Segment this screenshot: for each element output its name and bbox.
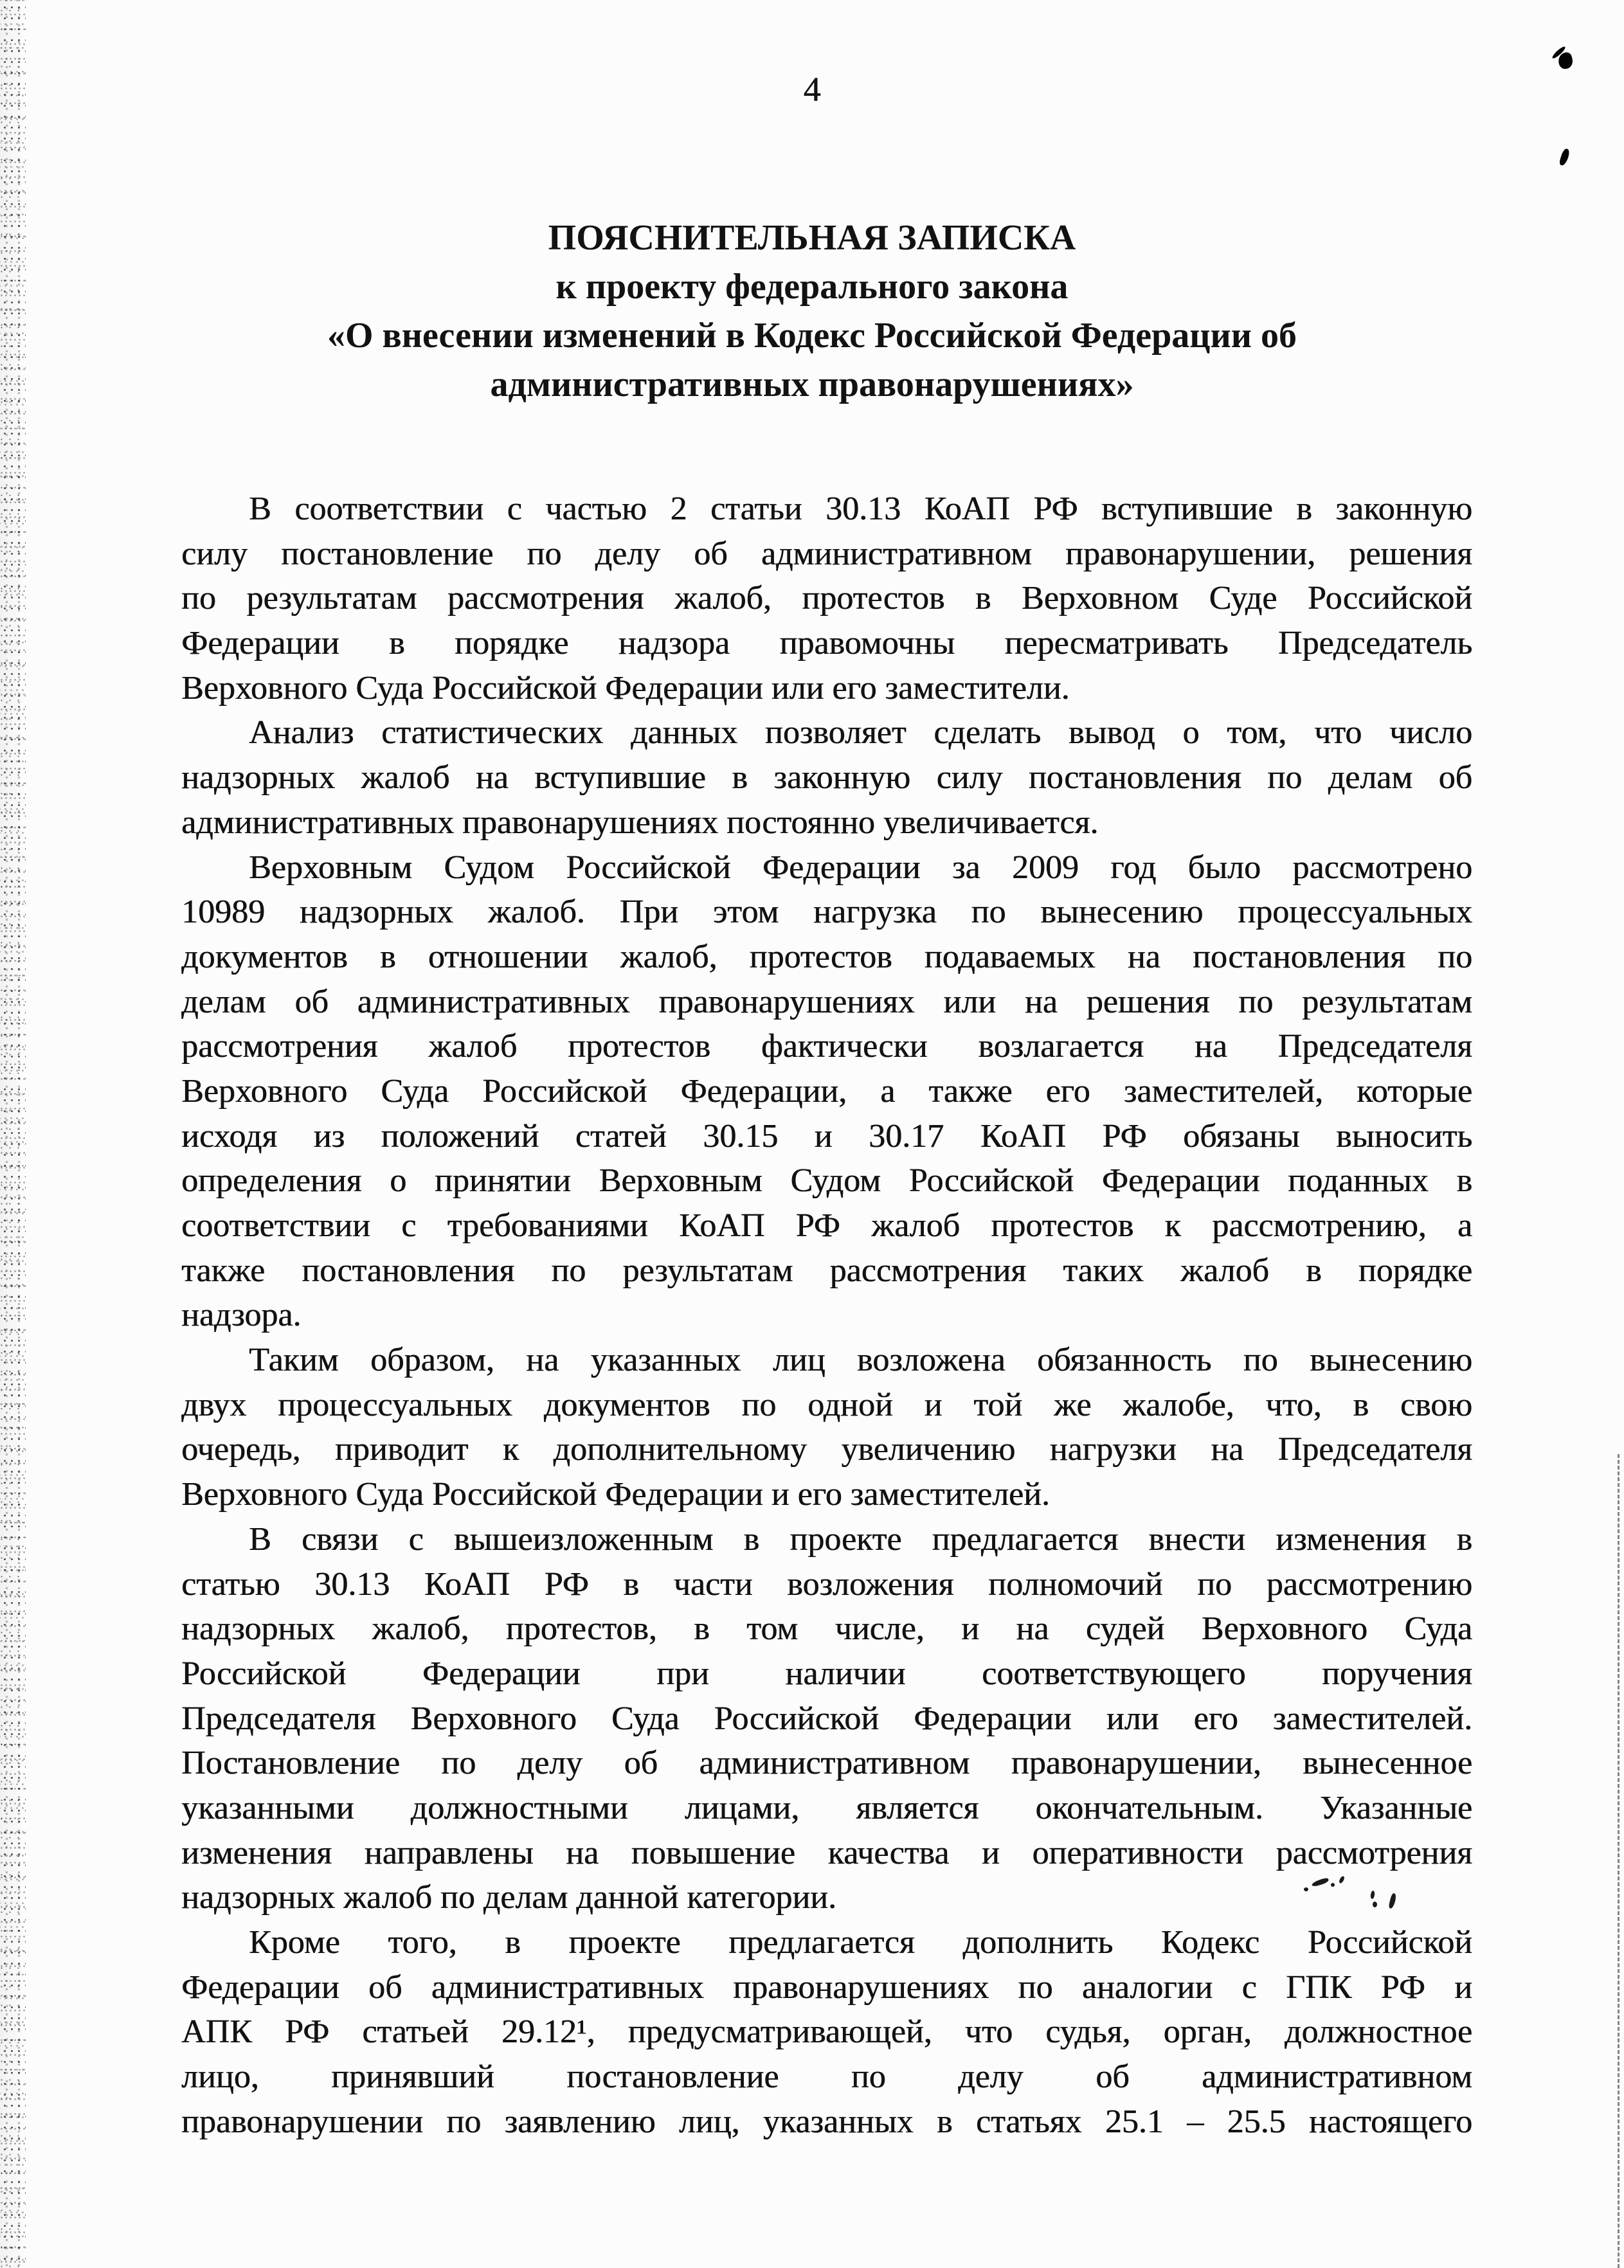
body-line: документов в отношении жалоб, протестов подаваемых на постановления по	[181, 938, 1472, 975]
body-line: исходя из положений статей 30.15 и 30.17 КоАП РФ обязаны выносить	[181, 1117, 1472, 1155]
body-line: АПК РФ статьей 29.12¹, предусматривающей, что судья, орган, должностное	[181, 2013, 1472, 2051]
body-line: по результатам рассмотрения жалоб, протестов в Верховном Суде Российской	[181, 580, 1472, 617]
body-line: Верховного Суда Российской Федерации и его заместителей.	[181, 1476, 1050, 1513]
body-line: двух процессуальных документов по одной и той же жалобе, что, в свою	[181, 1386, 1472, 1423]
ink-smudge	[1331, 1883, 1335, 1887]
body-line: надзорных жалоб, протестов, в том числе, и на судей Верховного Суда	[181, 1610, 1472, 1648]
body-line: В соответствии с частью 2 статьи 30.13 КоАП РФ вступившие в законную	[249, 491, 1472, 527]
document-body	[181, 487, 1472, 2144]
title-line: ПОЯСНИТЕЛЬНАЯ ЗАПИСКА	[548, 218, 1076, 258]
scan-dashed-edge	[1618, 1454, 1619, 2268]
body-line: административных правонарушениях постоянно увеличивается.	[181, 804, 1099, 841]
body-line: указанными должностными лицами, является окончательным. Указанные	[181, 1789, 1472, 1826]
body-line: силу постановление по делу об административном правонарушении, решения	[181, 535, 1472, 572]
body-line: надзора.	[181, 1297, 302, 1334]
body-line: Кроме того, в проекте предлагается дополнить Кодекс Российской	[249, 1924, 1472, 1961]
ink-smudge	[1304, 1887, 1308, 1891]
body-line: Анализ статистических данных позволяет сделать вывод о том, что число	[249, 714, 1472, 752]
body-line: надзорных жалоб по делам данной категории.	[181, 1879, 836, 1916]
body-line: 10989 надзорных жалоб. При этом нагрузка по вынесению процессуальных	[181, 894, 1472, 931]
body-line: Председателя Верховного Суда Российской Федерации или его заместителей.	[181, 1700, 1472, 1737]
body-line: правонарушении по заявлению лиц, указанных в статьях 25.1 – 25.5 настоящего	[181, 2103, 1472, 2140]
ink-blob	[1558, 148, 1571, 166]
title-line: «О внесении изменений в Кодекс Российской Федерации об	[327, 316, 1297, 356]
body-line: Верховным Судом Российской Федерации за 2009 год было рассмотрено	[249, 849, 1472, 886]
body-line: Верховного Суда Российской Федерации, а также его заместителей, которые	[181, 1072, 1472, 1110]
body-line: надзорных жалоб на вступившие в законную силу постановления по делам об	[181, 759, 1472, 797]
body-line: Федерации об административных правонарушениях по аналогии с ГПК РФ и	[181, 1968, 1472, 2006]
body-line: также постановления по результатам рассмотрения таких жалоб в порядке	[181, 1252, 1472, 1289]
body-line: Верховного Суда Российской Федерации или его заместители.	[181, 669, 1070, 706]
body-line: делам об административных правонарушениях или на решения по результатам	[181, 983, 1472, 1020]
body-line: Российской Федерации при наличии соответствующего поручения	[181, 1655, 1472, 1692]
body-line: изменения направлены на повышение качества и оперативности рассмотрения	[181, 1834, 1472, 1871]
title-block	[167, 213, 1457, 409]
ink-blob	[1556, 51, 1574, 71]
body-line: рассмотрения жалоб протестов фактически возлагается на Председателя	[181, 1028, 1472, 1065]
title-line: к проекту федерального закона	[555, 267, 1069, 307]
body-line: лицо, принявший постановление по делу об административном	[181, 2058, 1472, 2096]
body-line: Федерации в порядке надзора правомочны пересматривать Председатель	[181, 625, 1472, 662]
page-number: 4	[803, 70, 821, 109]
body-line: Постановление по делу об административном правонарушении, вынесенное	[181, 1745, 1472, 1782]
body-line: определения о принятии Верховным Судом Российской Федерации поданных в	[181, 1162, 1472, 1200]
body-line: соответствии с требованиями КоАП РФ жалоб протестов к рассмотрению, а	[181, 1207, 1472, 1244]
body-line: Таким образом, на указанных лиц возложена обязанность по вынесению	[249, 1342, 1472, 1379]
title-line: административных правонарушениях»	[490, 364, 1134, 404]
body-line: статью 30.13 КоАП РФ в части возложения полномочий по рассмотрению	[181, 1565, 1472, 1603]
body-line: очередь, приводит к дополнительному увеличению нагрузки на Председателя	[181, 1431, 1472, 1468]
body-line: В связи с вышеизложенным в проекте предлагается внести изменения в	[249, 1520, 1472, 1558]
ink-smudge	[1373, 1902, 1377, 1907]
scan-noise-left-edge	[0, 0, 26, 2268]
